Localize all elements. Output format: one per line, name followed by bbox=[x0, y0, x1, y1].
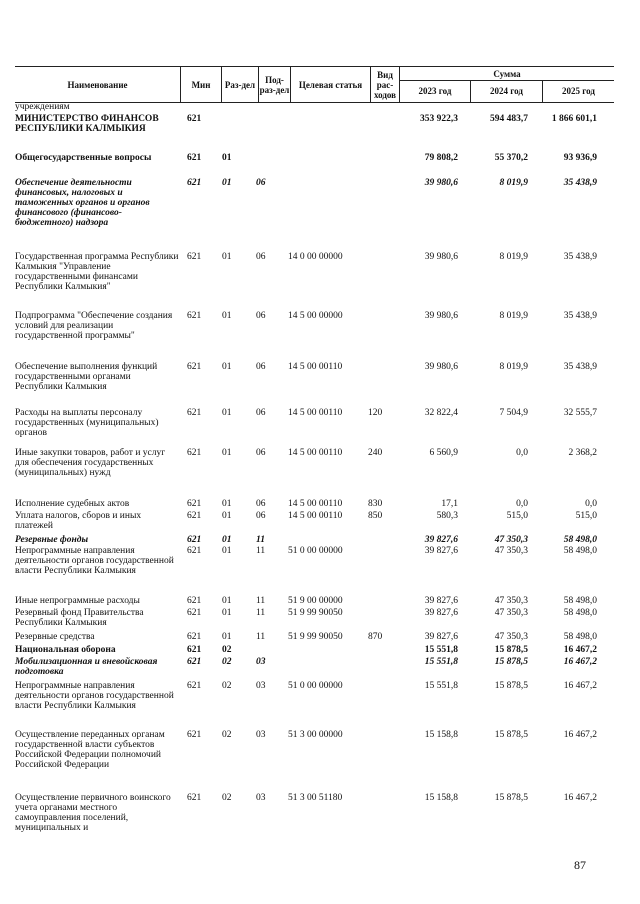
row-min: 621 bbox=[187, 645, 202, 655]
row-min: 621 bbox=[187, 632, 202, 642]
row-name: Мобилизационная и вневойсковая подготовка bbox=[15, 657, 158, 677]
row-2023: 15 551,8 bbox=[424, 657, 458, 667]
row-celevaya: 14 5 00 00110 bbox=[288, 511, 343, 521]
col-header-2023: 2023 год bbox=[418, 86, 452, 96]
row-2023: 6 560,9 bbox=[429, 448, 458, 458]
row-podrazdel: 06 bbox=[256, 448, 266, 458]
row-razdel: 01 bbox=[222, 596, 232, 606]
row-name: Обеспечение выполнения функций государственными органами Республики Калмыкия bbox=[15, 362, 158, 392]
row-2023: 39 827,6 bbox=[424, 632, 458, 642]
row-razdel: 02 bbox=[222, 730, 232, 740]
row-2023: 580,3 bbox=[436, 511, 458, 521]
row-2023: 39 827,6 bbox=[424, 546, 458, 556]
row-2024: 15 878,5 bbox=[494, 657, 528, 667]
row-name: Резервный фонд Правительства Республики Калмыкия bbox=[15, 608, 144, 628]
row-razdel: 01 bbox=[222, 535, 232, 545]
row-min: 621 bbox=[187, 311, 202, 321]
row-min: 621 bbox=[187, 657, 202, 667]
row-razdel: 01 bbox=[222, 252, 232, 262]
row-2025: 35 438,9 bbox=[563, 362, 597, 372]
row-2024: 8 019,9 bbox=[499, 252, 528, 262]
table-header bbox=[15, 66, 614, 103]
row-2025: 58 498,0 bbox=[563, 596, 597, 606]
row-razdel: 01 bbox=[222, 362, 232, 372]
row-podrazdel: 11 bbox=[256, 546, 266, 556]
col-header-2025: 2025 год bbox=[562, 86, 595, 96]
row-2023: 39 827,6 bbox=[424, 596, 458, 606]
row-celevaya: 14 5 00 00110 bbox=[288, 499, 343, 509]
row-2023: 15 551,8 bbox=[424, 681, 458, 691]
row-celevaya: 14 5 00 00110 bbox=[288, 408, 343, 418]
row-celevaya: 51 9 00 00000 bbox=[288, 596, 343, 606]
row-vid: 870 bbox=[368, 632, 383, 642]
row-name: учреждениям bbox=[15, 102, 70, 112]
row-vid: 120 bbox=[368, 408, 383, 418]
row-2025: 16 467,2 bbox=[563, 681, 597, 691]
row-2025: 58 498,0 bbox=[563, 632, 597, 642]
row-min: 621 bbox=[187, 252, 202, 262]
row-podrazdel: 06 bbox=[256, 499, 266, 509]
row-name: Непрограммные направления деятельности органов государственной власти Республики Калмыкия bbox=[15, 546, 174, 576]
row-podrazdel: 03 bbox=[256, 730, 266, 740]
row-min: 621 bbox=[187, 448, 202, 458]
row-2024: 15 878,5 bbox=[494, 681, 528, 691]
row-celevaya: 51 0 00 00000 bbox=[288, 546, 343, 556]
row-2023: 39 827,6 bbox=[424, 535, 458, 545]
row-celevaya: 51 3 00 51180 bbox=[288, 793, 343, 803]
row-podrazdel: 06 bbox=[256, 178, 266, 188]
row-min: 621 bbox=[187, 535, 202, 545]
row-celevaya: 14 5 00 00110 bbox=[288, 448, 343, 458]
row-2024: 8 019,9 bbox=[499, 311, 528, 321]
row-name: Обеспечение деятельности финансовых, налоговых и таможенных органов и органов финансового (финансово-бюджетного) надзора bbox=[15, 178, 150, 228]
row-2023: 15 551,8 bbox=[424, 645, 458, 655]
row-celevaya: 51 9 99 90050 bbox=[288, 608, 343, 618]
row-name: Общегосударственные вопросы bbox=[15, 153, 152, 163]
row-2025: 1 866 601,1 bbox=[551, 114, 597, 124]
row-min: 621 bbox=[187, 596, 202, 606]
row-2025: 2 368,2 bbox=[568, 448, 597, 458]
row-name: Осуществление первичного воинского учета органами местного самоуправления поселений, муниципальных и bbox=[15, 793, 171, 833]
row-2025: 35 438,9 bbox=[563, 252, 597, 262]
row-2025: 93 936,9 bbox=[563, 153, 597, 163]
row-2024: 8 019,9 bbox=[499, 362, 528, 372]
row-min: 621 bbox=[187, 499, 202, 509]
row-razdel: 02 bbox=[222, 645, 232, 655]
row-name: Подпрограмма "Обеспечение создания условий для реализации государственной программы" bbox=[15, 311, 173, 341]
row-celevaya: 51 0 00 00000 bbox=[288, 681, 343, 691]
row-podrazdel: 11 bbox=[256, 596, 266, 606]
row-name: Непрограммные направления деятельности органов государственной власти Республики Калмыкия bbox=[15, 681, 174, 711]
row-name: Иные непрограммные расходы bbox=[15, 596, 140, 606]
row-podrazdel: 06 bbox=[256, 511, 266, 521]
row-2023: 15 158,8 bbox=[424, 730, 458, 740]
row-min: 621 bbox=[187, 153, 202, 163]
row-2024: 0,0 bbox=[516, 499, 528, 509]
row-2025: 35 438,9 bbox=[563, 311, 597, 321]
row-name: МИНИСТЕРСТВО ФИНАНСОВ РЕСПУБЛИКИ КАЛМЫКИЯ bbox=[15, 114, 159, 134]
row-name: Уплата налогов, сборов и иных платежей bbox=[15, 511, 142, 531]
row-name: Расходы на выплаты персоналу государственных (муниципальных) органов bbox=[15, 408, 159, 438]
row-name: Иные закупки товаров, работ и услуг для обеспечения государственных (муниципальных) нужд bbox=[15, 448, 166, 478]
row-2024: 515,0 bbox=[506, 511, 528, 521]
row-2025: 515,0 bbox=[575, 511, 597, 521]
row-razdel: 02 bbox=[222, 657, 232, 667]
row-2025: 16 467,2 bbox=[563, 793, 597, 803]
row-razdel: 01 bbox=[222, 632, 232, 642]
row-min: 621 bbox=[187, 362, 202, 372]
row-2024: 15 878,5 bbox=[494, 645, 528, 655]
row-2024: 47 350,3 bbox=[494, 632, 528, 642]
row-min: 621 bbox=[187, 114, 202, 124]
row-name: Резервные средства bbox=[15, 632, 95, 642]
col-header-min: Мин bbox=[191, 79, 211, 90]
row-vid: 830 bbox=[368, 499, 383, 509]
row-name: Государственная программа Республики Калмыкия "Управление государственными финансами Республики Калмыкия" bbox=[15, 252, 179, 292]
row-min: 621 bbox=[187, 546, 202, 556]
col-header-name: Наименование bbox=[67, 79, 128, 90]
row-podrazdel: 11 bbox=[256, 632, 266, 642]
row-razdel: 01 bbox=[222, 178, 232, 188]
row-razdel: 01 bbox=[222, 511, 232, 521]
row-2024: 47 350,3 bbox=[494, 546, 528, 556]
col-header-2024: 2024 год bbox=[490, 86, 523, 96]
row-min: 621 bbox=[187, 793, 202, 803]
row-2024: 8 019,9 bbox=[499, 178, 528, 188]
row-2023: 39 980,6 bbox=[424, 311, 458, 321]
row-2024: 594 483,7 bbox=[490, 114, 528, 124]
row-min: 621 bbox=[187, 681, 202, 691]
row-razdel: 02 bbox=[222, 681, 232, 691]
row-2023: 17,1 bbox=[441, 499, 458, 509]
row-name: Осуществление переданных органам государственной власти субъектов Российской Федерации полномочий Российской Федерации bbox=[15, 730, 165, 770]
col-header-podrazdel: Под-раз-дел bbox=[259, 74, 290, 95]
row-2023: 353 922,3 bbox=[420, 114, 458, 124]
row-2024: 15 878,5 bbox=[494, 793, 528, 803]
row-2024: 0,0 bbox=[516, 448, 528, 458]
row-2025: 16 467,2 bbox=[563, 657, 597, 667]
row-2025: 58 498,0 bbox=[563, 608, 597, 618]
row-2025: 58 498,0 bbox=[563, 535, 597, 545]
row-2023: 39 980,6 bbox=[424, 178, 458, 188]
row-2024: 47 350,3 bbox=[494, 608, 528, 618]
row-razdel: 01 bbox=[222, 499, 232, 509]
row-2024: 55 370,2 bbox=[494, 153, 528, 163]
row-2025: 16 467,2 bbox=[563, 645, 597, 655]
row-podrazdel: 03 bbox=[256, 681, 266, 691]
row-podrazdel: 11 bbox=[256, 608, 266, 618]
row-name: Исполнение судебных актов bbox=[15, 499, 130, 509]
row-celevaya: 14 5 00 00000 bbox=[288, 311, 343, 321]
row-2023: 32 822,4 bbox=[424, 408, 458, 418]
row-2024: 47 350,3 bbox=[494, 535, 528, 545]
row-podrazdel: 06 bbox=[256, 362, 266, 372]
row-2025: 32 555,7 bbox=[563, 408, 597, 418]
row-2025: 16 467,2 bbox=[563, 730, 597, 740]
row-podrazdel: 06 bbox=[256, 408, 266, 418]
row-razdel: 01 bbox=[222, 153, 232, 163]
row-podrazdel: 06 bbox=[256, 311, 266, 321]
row-2024: 7 504,9 bbox=[499, 408, 528, 418]
row-podrazdel: 06 bbox=[256, 252, 266, 262]
row-celevaya: 14 0 00 00000 bbox=[288, 252, 343, 262]
row-razdel: 01 bbox=[222, 608, 232, 618]
row-min: 621 bbox=[187, 608, 202, 618]
row-2025: 35 438,9 bbox=[563, 178, 597, 188]
row-2023: 39 980,6 bbox=[424, 362, 458, 372]
row-2023: 39 980,6 bbox=[424, 252, 458, 262]
row-podrazdel: 03 bbox=[256, 657, 266, 667]
row-razdel: 01 bbox=[222, 448, 232, 458]
row-vid: 240 bbox=[368, 448, 383, 458]
row-2024: 15 878,5 bbox=[494, 730, 528, 740]
row-2025: 0,0 bbox=[585, 499, 597, 509]
row-2023: 79 808,2 bbox=[424, 153, 458, 163]
row-min: 621 bbox=[187, 178, 202, 188]
row-2023: 39 827,6 bbox=[424, 608, 458, 618]
col-header-celevaya: Целевая статья bbox=[298, 79, 363, 90]
row-razdel: 01 bbox=[222, 311, 232, 321]
row-razdel: 01 bbox=[222, 408, 232, 418]
row-2025: 58 498,0 bbox=[563, 546, 597, 556]
row-2024: 47 350,3 bbox=[494, 596, 528, 606]
row-name: Национальная оборона bbox=[15, 645, 116, 655]
page-number: 87 bbox=[574, 858, 586, 872]
row-podrazdel: 03 bbox=[256, 793, 266, 803]
row-min: 621 bbox=[187, 408, 202, 418]
row-celevaya: 14 5 00 00110 bbox=[288, 362, 343, 372]
row-celevaya: 51 3 00 00000 bbox=[288, 730, 343, 740]
row-vid: 850 bbox=[368, 511, 383, 521]
row-razdel: 02 bbox=[222, 793, 232, 803]
row-2023: 15 158,8 bbox=[424, 793, 458, 803]
col-header-vid: Вид рас-ходов bbox=[373, 69, 397, 100]
col-header-razdel: Раз-дел bbox=[224, 79, 256, 90]
row-razdel: 01 bbox=[222, 546, 232, 556]
row-name: Резервные фонды bbox=[15, 535, 89, 545]
row-podrazdel: 11 bbox=[256, 535, 265, 545]
row-celevaya: 51 9 99 90050 bbox=[288, 632, 343, 642]
row-min: 621 bbox=[187, 730, 202, 740]
row-min: 621 bbox=[187, 511, 202, 521]
col-header-summa: Сумма bbox=[493, 68, 521, 79]
